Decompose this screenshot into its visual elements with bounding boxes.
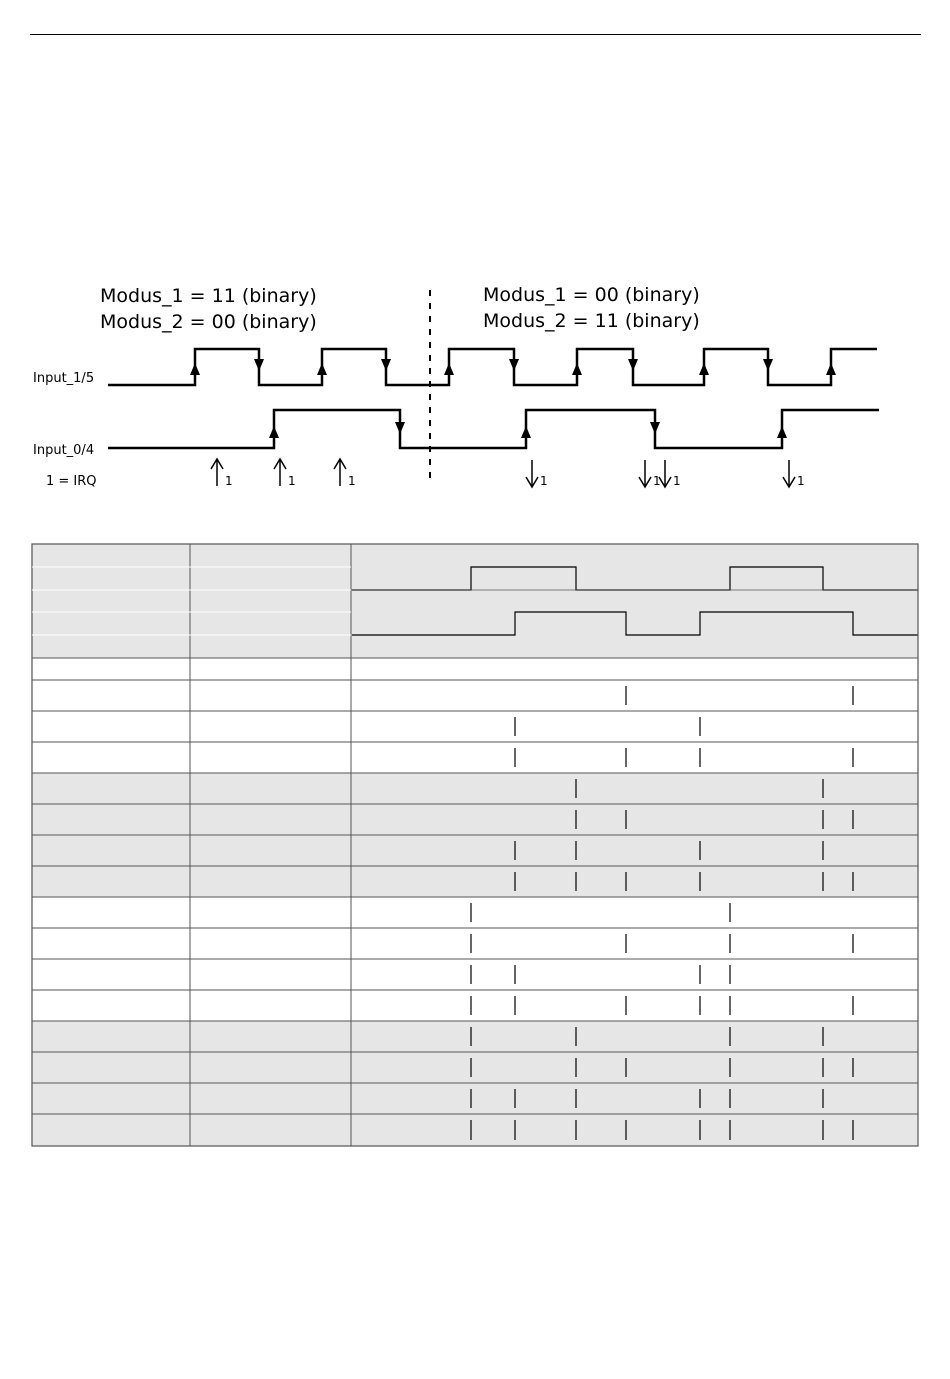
mode-left-line1: Modus_1 = 11 (binary) <box>100 285 317 307</box>
irq-marker <box>783 460 805 488</box>
table-row <box>32 658 918 680</box>
mode-right-line2: Modus_2 = 11 (binary) <box>483 310 700 332</box>
rising-edge-arrow <box>269 426 279 438</box>
table-row <box>32 866 918 897</box>
rising-edge-arrow <box>444 363 454 375</box>
signal-label-input-1-5: Input_1/5 <box>33 371 95 386</box>
mode-left-line2: Modus_2 = 00 (binary) <box>100 311 317 333</box>
rising-edge-arrow <box>190 363 200 375</box>
irq-marker-label: 1 <box>797 474 805 488</box>
irq-marker <box>659 460 681 488</box>
table-row <box>32 1083 918 1114</box>
signal-label-input-0-4: Input_0/4 <box>33 443 95 458</box>
table-row <box>32 959 918 990</box>
table-header-bg <box>32 544 918 658</box>
falling-edge-arrow <box>628 359 638 371</box>
falling-edge-arrow <box>381 359 391 371</box>
irq-marker-label: 1 <box>288 474 296 488</box>
table-row <box>32 804 918 835</box>
table-row <box>32 990 918 1021</box>
irq-legend: 1 = IRQ <box>46 474 97 489</box>
falling-edge-arrow <box>395 422 405 434</box>
rising-edge-arrow <box>777 426 787 438</box>
falling-edge-arrow <box>509 359 519 371</box>
irq-markers <box>211 459 805 488</box>
table-row <box>32 680 918 711</box>
table-row <box>32 1114 918 1146</box>
table-row <box>32 773 918 804</box>
input-0-4-waveform <box>108 410 879 448</box>
irq-marker-label: 1 <box>348 474 356 488</box>
table-row <box>32 711 918 742</box>
table-rows <box>32 658 918 1146</box>
irq-marker <box>526 460 548 488</box>
irq-marker <box>334 459 356 488</box>
irq-table <box>0 540 950 1155</box>
irq-marker-label: 1 <box>225 474 233 488</box>
irq-marker <box>639 460 661 488</box>
mode-right-line1: Modus_1 = 00 (binary) <box>483 284 700 306</box>
irq-marker <box>211 459 233 488</box>
irq-marker-label: 1 <box>653 474 661 488</box>
rising-edge-arrow <box>521 426 531 438</box>
table-row <box>32 835 918 866</box>
irq-marker <box>274 459 296 488</box>
table-row <box>32 1021 918 1052</box>
table-header <box>32 544 918 658</box>
table-row <box>32 1052 918 1083</box>
input-1-5-waveform <box>108 349 877 385</box>
rising-edge-arrow <box>572 363 582 375</box>
falling-edge-arrow <box>763 359 773 371</box>
irq-marker-label: 1 <box>673 474 681 488</box>
irq-marker-label: 1 <box>540 474 548 488</box>
table-row <box>32 928 918 959</box>
falling-edge-arrow <box>650 422 660 434</box>
falling-edge-arrow <box>254 359 264 371</box>
top-rule <box>30 34 921 35</box>
rising-edge-arrow <box>826 363 836 375</box>
rising-edge-arrow <box>699 363 709 375</box>
table-row <box>32 742 918 773</box>
rising-edge-arrow <box>317 363 327 375</box>
timing-diagram <box>0 270 950 490</box>
table-row <box>32 897 918 928</box>
